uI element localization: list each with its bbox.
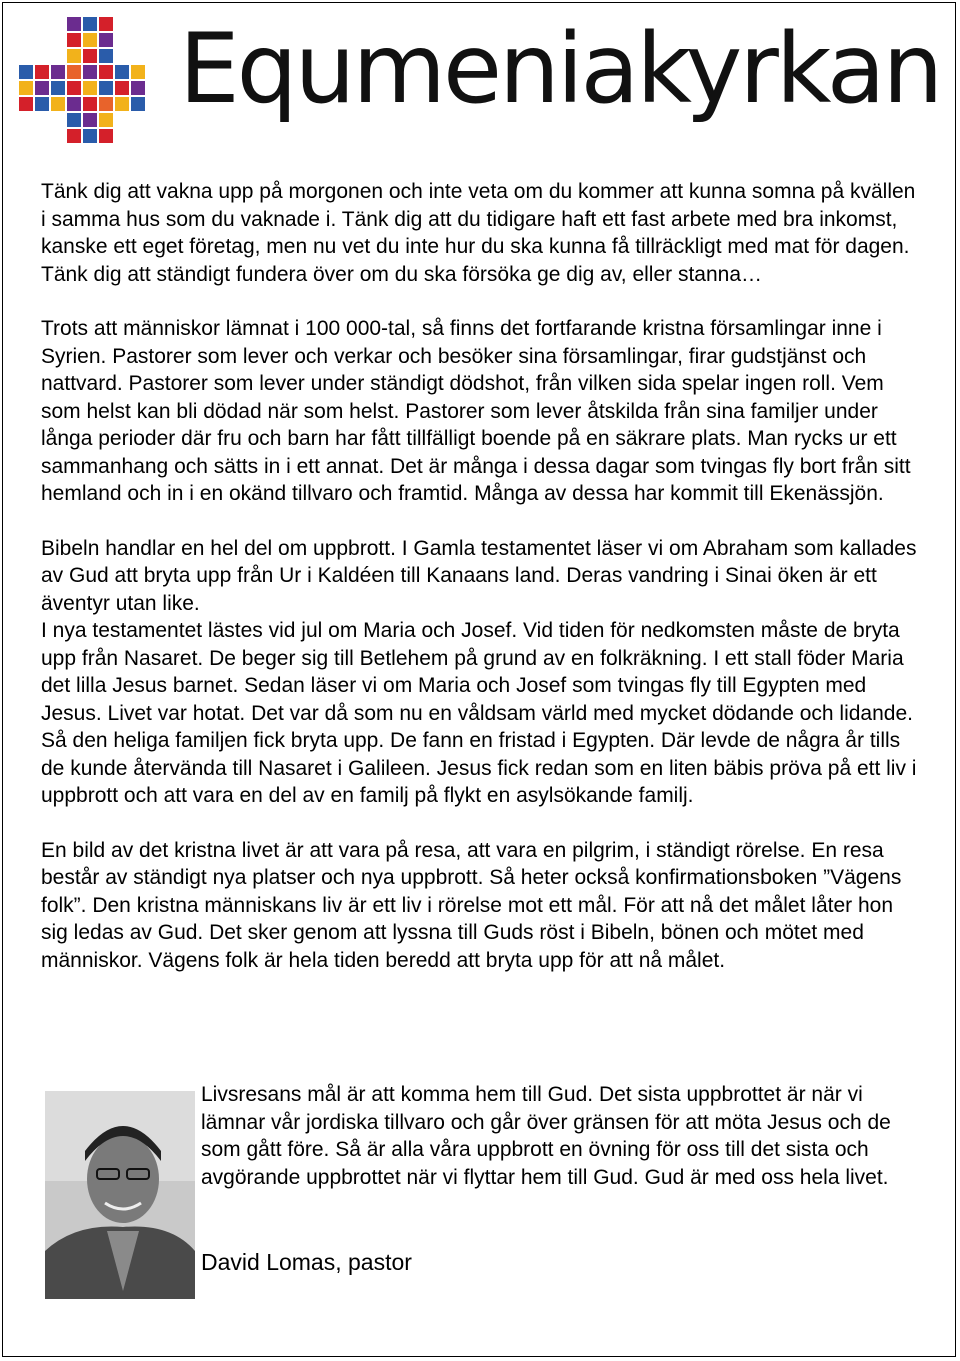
equmeniakyrkan-logo: [19, 15, 939, 145]
bulletin-page: [2, 2, 956, 1357]
paragraph: Bibeln handlar en hel del om uppbrott. I Gamla testamentet läser vi om Abraham som kallades av Gud att bryta upp från Ur i Kaldéen till Kanaans land. Deras vandring i Sinai öken är ett äventyr utan like.: [41, 536, 917, 615]
cross-mosaic-icon: [19, 15, 159, 145]
logo-wordmark: Equmeniakyrkan: [179, 13, 941, 125]
paragraph: En bild av det kristna livet är att vara på resa, att vara en pilgrim, i ständigt rörelse. En resa består av ständigt nya platser och nya uppbrott. Så heter också konfirmationsboken ”Vägens folk”. Den kristna människans liv är ett liv i rörelse mot ett mål. För att nå det målet låter hon sig ledas av Gud. Det sker genom att lyssna till Guds röst i Bibeln, bönen och mötet med människor. Vägens folk är hela tiden beredd att bryta upp för att nå målet.: [41, 838, 902, 972]
paragraph: Tänk dig att vakna upp på morgonen och inte veta om du kommer att kunna somna på kvällen i samma hus som du vaknade i. Tänk dig att du tidigare haft ett fast arbete med bra inkomst, kanske ett eget företag, men nu vet du inte hur du ska kunna få tillräckligt med mat för dagen. Tänk dig att ständigt fundera över om du ska försöka ge dig av, eller stanna…: [41, 180, 916, 286]
paragraph: Trots att människor lämnat i 100 000-tal, så finns det fortfarande kristna församlingar inne i Syrien. Pastorer som lever och verkar och besöker sina församlingar, firar gudstjänst och nattvard. Pastorer som lever under ständigt dödshot, från vilken sida spelar ingen roll. Vem som helst kan bli dödad när som helst. Pastorer som lever åtskilda från sina familjer under långa perioder där fru och barn har fått tillfälligt boende på en säkrare plats. Man rycks ur ett sammanhang och sätts in i ett annat. Det är många i dessa dagar som tvingas fly bort från sitt hemland och in i en okänd tillvaro och framtid. Många av dessa har kommit till Ekenässjön.: [41, 317, 911, 505]
article-body: [41, 178, 917, 974]
portrait-image: [45, 1091, 195, 1299]
closing-paragraph: Livsresans mål är att komma hem till Gud. Det sista uppbrottet är när vi lämnar vår jordiska tillvaro och går över gränsen för att möta Jesus och de som gått före. Så är alla våra uppbrott en övning för oss till det sista och avgörande uppbrottet när vi flyttar hem till Gud. Gud är med oss hela livet.: [201, 1083, 891, 1189]
author-signature: David Lomas, pastor: [201, 1249, 412, 1275]
author-portrait: [45, 1091, 195, 1299]
paragraph: I nya testamentet lästes vid jul om Maria och Josef. Vid tiden för nedkomsten måste de bryta upp från Nasaret. De beger sig till Betlehem på grund av en folkräkning. I ett stall föder Maria det lilla Jesus barnet. Sedan läser vi om Maria och Josef som tvingas fly till Egypten med Jesus. Livet var hotat. Det var då som nu en våldsam värld med mycket dödande och lidande. Så den heliga familjen fick bryta upp. De fann en fristad i Egypten. Där levde de några år tills de kunde återvända till Nasaret i Galileen. Jesus fick redan som en liten bäbis pröva på ett liv i uppbrott och att vara en del av en familj på flykt en asylsökande familj.: [41, 619, 917, 807]
